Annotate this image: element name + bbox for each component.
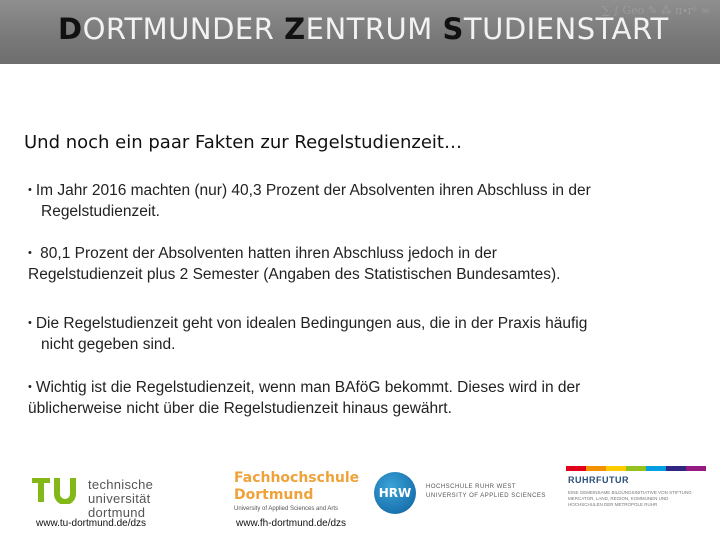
- bullet-icon: •: [28, 381, 32, 393]
- ruhrfutur-color-bar-icon: [566, 466, 706, 471]
- fh-dortmund-link[interactable]: www.fh-dortmund.de/dzs: [236, 518, 347, 529]
- chalk-scribble-decoration: ∑ ∫ Geo ✎ ⁂ π∙r² ∞: [601, 4, 710, 17]
- bullet-item-1: • Im Jahr 2016 machten (nur) 40,3 Prozent der Absolventen ihren Abschluss in der Regelstudienzeit.: [28, 182, 591, 220]
- tu-dortmund-link[interactable]: www.tu-dortmund.de/dzs: [36, 518, 147, 529]
- bullet-icon: •: [28, 247, 32, 259]
- tu-dortmund-logo: [32, 474, 212, 520]
- ruhrfutur-logo: RUHRFUTUR EINE GEMEINSAME BILDUNGSINITIATIVE VON STIFTUNG MERCATOR, LAND, REGION, KOMMUNEN UND HOCHSCHULEN DER METROPOLE RUHR: [566, 466, 706, 518]
- header-title: DORTMUNDER ZENTRUM STUDIENSTART: [58, 12, 669, 46]
- bullet-item-4: • Wichtig ist die Regelstudienzeit, wenn man BAföG bekommt. Dieses wird in der üblicherweise nicht über die Regelstudienzeit hinaus gewährt.: [28, 379, 581, 417]
- tu-logo-mark-icon: [32, 474, 82, 504]
- hrw-logo: HRW HOCHSCHULE RUHR WEST UNIVERSITY OF APPLIED SCIENCES: [372, 470, 552, 516]
- header-banner: [0, 0, 720, 64]
- bullet-item-3: • Die Regelstudienzeit geht von idealen Bedingungen aus, die in der Praxis häufig nicht gegeben sind.: [28, 315, 588, 353]
- bullet-item-2: • 80,1 Prozent der Absolventen hatten ihren Abschluss jedoch in der Regelstudienzeit plus 2 Semester (Angaben des Statistischen Bundesamtes).: [28, 245, 561, 283]
- slide-heading: Und noch ein paar Fakten zur Regelstudienzeit…: [24, 132, 462, 153]
- bullet-icon: •: [28, 184, 32, 196]
- bullet-icon: •: [28, 317, 32, 329]
- hrw-logo-mark-icon: HRW: [374, 472, 416, 514]
- tu-logo-text: technische universität dortmund: [88, 477, 154, 520]
- fh-dortmund-logo: Fachhochschule Dortmund University of Applied Sciences and Arts: [234, 470, 360, 512]
